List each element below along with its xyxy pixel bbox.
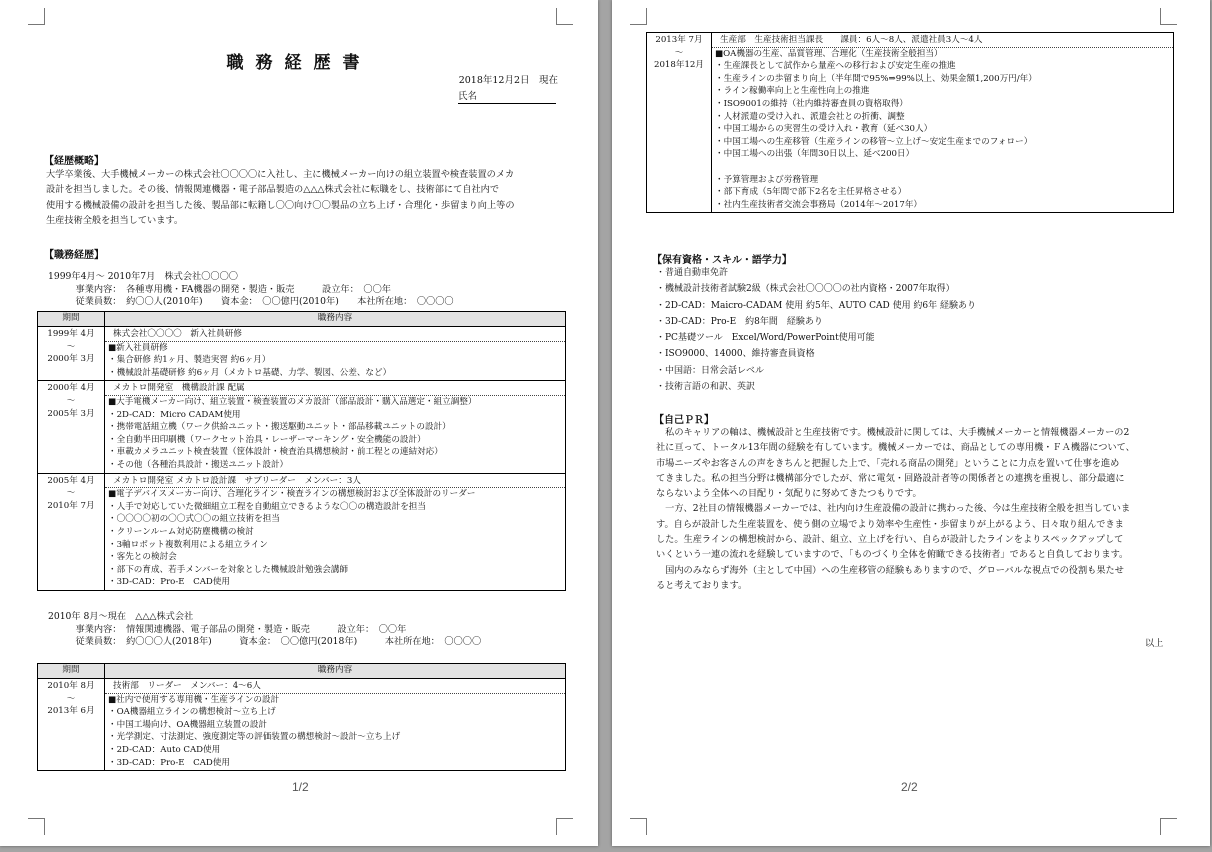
continued-table-body bbox=[647, 33, 1174, 213]
role-line: 生産部 生産技術担当課長 課員：6人～8人、派遣社員3人～4人 bbox=[712, 34, 1173, 48]
period-cell: 2000年 4月 ～ 2005年 3月 bbox=[38, 381, 105, 473]
duty-line: ・3軸ロボット複数利用による組立ライン bbox=[108, 539, 268, 550]
summary-heading: 【経歴概略】 bbox=[44, 156, 104, 167]
company2-info: 2010年 8月～現在 △△△株式会社 事業内容： 情報関連機器、電子部品の開発・製造・販売 設立年： 〇〇年 従業員数： 約〇〇〇人(2018年) 資本金： 〇〇億円(2018年) 本社所在地： 〇〇〇〇 bbox=[48, 611, 482, 647]
role-line: 株式会社〇〇〇〇 新入社員研修 bbox=[105, 328, 565, 342]
crop-mark bbox=[28, 8, 45, 25]
content-cell bbox=[712, 33, 1174, 213]
skill-item: ・普通自動車免許 bbox=[656, 268, 729, 278]
role-line: メカトロ開発室 機構設計課 配属 bbox=[105, 382, 565, 396]
content-cell bbox=[105, 381, 566, 473]
content-cell bbox=[105, 473, 566, 590]
period-cell: 2010年 8月 ～ 2013年 6月 bbox=[38, 679, 105, 771]
duty-line: ・全自動半田印刷機（ワークセット治具・レーザーマーキング・安全機能の設計） bbox=[108, 434, 426, 445]
history-heading: 【職務経歴】 bbox=[44, 250, 104, 261]
company1-info: 1999年4月～ 2010年7月 株式会社〇〇〇〇 事業内容： 各種専用機・FA機器の開発・製造・販売 設立年： 〇〇年 従業員数： 約〇〇人(2010年) 資本金： 〇〇億円(2010年) 本社所在地： 〇〇〇〇 bbox=[48, 271, 454, 307]
pr-heading: 【自己ＰＲ】 bbox=[654, 415, 714, 426]
period-cell: 1999年 4月 ～ 2000年 3月 bbox=[38, 327, 105, 381]
crop-mark bbox=[556, 818, 573, 835]
role-line: メカトロ開発室 メカトロ設計課 サブリーダー メンバー：3人 bbox=[105, 475, 565, 489]
duty-line: ■社内で使用する専用機・生産ラインの設計 bbox=[108, 694, 280, 705]
company1-table-body bbox=[38, 327, 566, 591]
skill-item: ・PC基礎ツール Excel/Word/PowerPoint使用可能 bbox=[656, 333, 875, 344]
table-row bbox=[38, 381, 566, 473]
duty-line: ・クリーンルーム対応防塵機構の検討 bbox=[108, 526, 254, 537]
skills-list bbox=[656, 265, 976, 395]
page-number: 1/2 bbox=[292, 780, 309, 794]
crop-mark bbox=[1160, 8, 1177, 25]
duty-line: ・集合研修 約1ヶ月、製造実習 約6ヶ月） bbox=[108, 355, 271, 366]
skill-item: ・中国語：日常会話レベル bbox=[656, 365, 765, 376]
crop-mark bbox=[1160, 818, 1177, 835]
duty-line: ・中国工場からの実習生の受け入れ・教育（延べ30人） bbox=[715, 124, 933, 135]
table-row bbox=[38, 327, 566, 381]
crop-mark bbox=[28, 818, 45, 835]
page-1 bbox=[0, 0, 598, 846]
crop-mark bbox=[630, 8, 647, 25]
duty-line: ・OA機器組立ラインの構想検討～立ち上げ bbox=[108, 707, 276, 718]
duty-line: ・車載カメラユニット検査装置（筐体設計・検査治具構想検討・前工程との連結対応） bbox=[108, 447, 443, 458]
duty-line: ・光学測定、寸法測定、強度測定等の評価装置の構想検討～設計～立ち上げ bbox=[108, 732, 401, 743]
content-cell bbox=[105, 679, 566, 771]
duty-line: ・社内生産技術者交流会事務局（2014年～2017年） bbox=[715, 199, 923, 210]
crop-mark bbox=[630, 818, 647, 835]
duty-line: ・中国工場への出張（年間30日以上、延べ200日） bbox=[715, 149, 915, 160]
period-cell: 2013年 7月 ～ 2018年12月 bbox=[647, 33, 712, 213]
table-row bbox=[647, 33, 1174, 213]
duty-line: ■電子デバイスメーカー向け、合理化ライン・検査ラインの構想検討および全体設計のリーダー bbox=[108, 489, 476, 500]
duty-line: ・携帯電話組立機（ワーク供給ユニット・搬送駆動ユニット・部品移載ユニットの設計） bbox=[108, 422, 451, 433]
col-period: 期間 bbox=[38, 312, 105, 327]
duty-line: ・2D-CAD：Micro CADAM使用 bbox=[108, 409, 241, 420]
duty-line: ■大手電機メーカー向け、組立装置・検査装置のメカ設計（部品設計・購入品選定・組立調整） bbox=[108, 396, 477, 407]
skill-item: ・2D-CAD：Maicro-CADAM 使用 約5年、AUTO CAD 使用 約6年 経験あり bbox=[656, 300, 977, 311]
duty-line: ・部下の育成、若手メンバーを対象とした機械設計勉強会講師 bbox=[108, 564, 349, 575]
duty-line: ・機械設計基礎研修 約6ヶ月（メカトロ基礎、力学、製図、公差、など） bbox=[108, 367, 392, 378]
name-field: 氏名 bbox=[458, 88, 556, 104]
duty-line: ■OA機器の生産、品質管理、合理化（生産技術全般担当） bbox=[715, 48, 943, 59]
duty-line: ・人手で対応していた微細組立工程を自動組立できるような〇〇の構造設計を担当 bbox=[108, 501, 426, 512]
skill-item: ・ISO9000、14000、維持審査員資格 bbox=[656, 349, 815, 360]
document-title: 職務経歴書 bbox=[226, 53, 372, 73]
page-2 bbox=[612, 0, 1210, 846]
duty-line: ・人材派遣の受け入れ、派遣会社との折衝、調整 bbox=[715, 111, 905, 122]
duty-line: ・3D-CAD：Pro-E CAD使用 bbox=[108, 757, 230, 768]
crop-mark bbox=[556, 8, 573, 25]
skill-item: ・技術言語の和訳、英訳 bbox=[656, 382, 756, 393]
continued-table bbox=[646, 32, 1174, 213]
duty-line: ・中国工場への生産移管（生産ラインの移管～立上げ～安定生産までのフォロー） bbox=[715, 136, 1033, 147]
role-line: 技術部 リーダー メンバー：4～6人 bbox=[105, 680, 565, 694]
skills-heading: 【保有資格・スキル・語学力】 bbox=[652, 255, 792, 266]
duty-line: ・その他（各種治具設計・搬送ユニット設計） bbox=[108, 459, 289, 470]
content-cell bbox=[105, 327, 566, 381]
duty-line: ・予算管理および労務管理 bbox=[715, 174, 819, 185]
duty-line: ・中国工場向け、OA機器組立装置の設計 bbox=[108, 719, 268, 730]
company1-table bbox=[37, 311, 566, 591]
page-number: 2/2 bbox=[901, 780, 918, 794]
skill-item: ・3D-CAD：Pro-E 約8年間 経験あり bbox=[656, 316, 823, 327]
duty-line: ・生産課長として試作から量産への移行および安定生産の推進 bbox=[715, 61, 956, 72]
col-content: 職務内容 bbox=[105, 664, 566, 679]
pr-text: 私のキャリアの軸は、機械設計と生産技術です。機械設計に関しては、大手機械メーカーと情報機器メーカーの2 社に亘って、トータル13年間の経験を有しています。機械メーカーでは、商品としての専用機・ＦＡ機器について、 市場ニーズやお客さんの声をきちんと把握した上で、「売れる商品の開発」ということに力点を置いて仕事を進め てきました。私の担当分野は機構部分でしたが、常に電気・回路設計者等の関係者との連携を重視し、部分最適に ならないよう全体への目配り・気配りに努めてきたつもりです。 一方、2社目の情報機器メーカーでは、社内向け生産設備の設計に携わった後、今は生産技術全般を担当していま す。自らが設計した生産装置を、使う側の立場でより効率や生産性・歩留まりが上がるよう、日々取り組んできま した。生産ラインの構想検討から、設計、組立、立上げを行い、自らが設計したラインをよりスペックアップして いくという一連の流れを経験していますので、「ものづくり全体を俯瞰できる技術者」であると自負しております。 国内のみならず海外（主として中国）への生産移管の経験もありますので、グローバルな視点での役割も果たせ ると考えております。 bbox=[656, 427, 1135, 591]
closing-text: 以上 bbox=[1145, 638, 1164, 649]
duty-line: ・部下育成（5年間で部下2名を主任昇格させる） bbox=[715, 187, 907, 198]
summary-text: 大学卒業後、大手機械メーカーの株式会社〇〇〇〇に入社し、主に機械メーカー向けの組立装置や検査装置のメカ 設計を担当しました。その後、情報関連機器・電子部品製造の△△△株式会社に転職をし、技術部にて自社内で 使用する機械設備の設計を担当した後、製品部に転籍し〇〇向け〇〇製品の立ち上げ・合理化・歩留まり向上等の 生産技術全般を担当しています。 bbox=[46, 169, 515, 226]
col-content: 職務内容 bbox=[105, 312, 566, 327]
col-period: 期間 bbox=[38, 664, 105, 679]
duty-line: ・客先との検討会 bbox=[108, 552, 177, 563]
duty-line: ・2D-CAD：Auto CAD使用 bbox=[108, 744, 221, 755]
skill-item: ・機械設計技術者試験2級（株式会社〇〇〇〇の社内資格・2007年取得） bbox=[656, 284, 955, 295]
duty-line: ・ISO9001の維持（社内維持審査員の資格取得） bbox=[715, 98, 908, 109]
duty-line: ・生産ラインの歩留まり向上（半年間で95%⇒99%以上、効果金額1,200万円/年） bbox=[715, 73, 1037, 84]
duty-line: ■新入社員研修 bbox=[108, 342, 168, 353]
company2-table bbox=[37, 663, 566, 771]
duty-line: ・ライン稼働率向上と生産性向上の推進 bbox=[715, 86, 870, 97]
period-cell: 2005年 4月 ～ 2010年 7月 bbox=[38, 473, 105, 590]
duty-line bbox=[715, 161, 1170, 174]
duty-line: ・3D-CAD：Pro-E CAD使用 bbox=[108, 577, 230, 588]
table-row bbox=[38, 679, 566, 771]
table-row bbox=[38, 473, 566, 590]
duty-line: ・〇〇〇〇初の〇〇式〇〇の組立技術を担当 bbox=[108, 514, 280, 525]
document-date: 2018年12月2日 現在 bbox=[458, 75, 558, 86]
company2-table-body bbox=[38, 679, 566, 771]
